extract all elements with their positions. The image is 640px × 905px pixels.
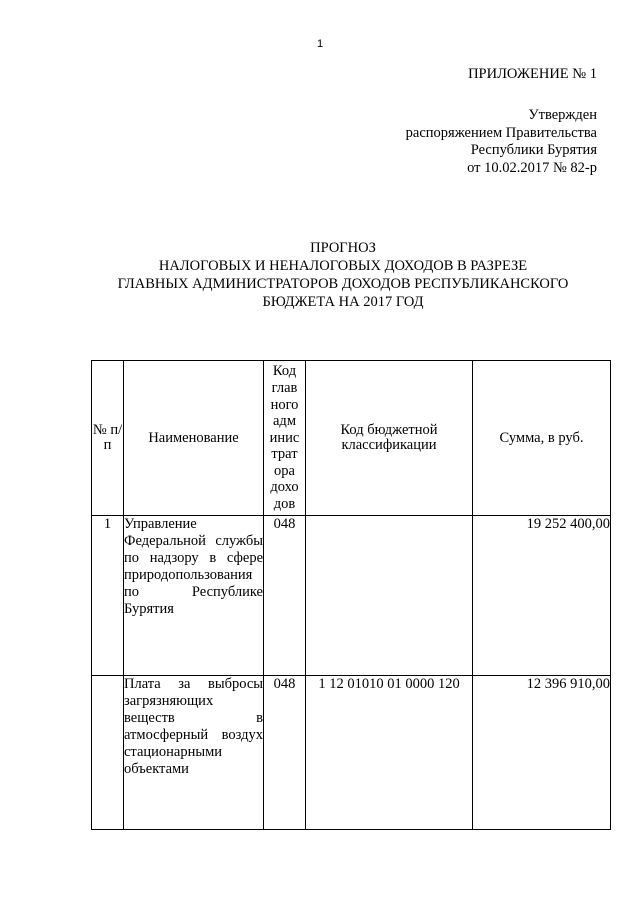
title-line-2: НАЛОГОВЫХ И НЕНАЛОГОВЫХ ДОХОДОВ В РАЗРЕЗЕ (158, 258, 528, 274)
title-line-3: ГЛАВНЫХ АДМИНИСТРАТОРОВ ДОХОДОВ РЕСПУБЛИКАНСКОГО (117, 276, 569, 292)
approval-line-4: от 10.02.2017 № 82-р (467, 159, 597, 176)
page-number: 1 (316, 38, 324, 50)
row-kbk (306, 516, 473, 676)
row-num (92, 676, 124, 830)
table-row (92, 516, 611, 676)
document-title (90, 239, 596, 311)
approval-line-1: Утвержден (528, 107, 597, 123)
header-kbk: Код бюджетной классификации (306, 361, 473, 516)
table-row (92, 676, 611, 830)
row-name: Плата за выбросы загрязняющих веществ в атмосферный воздух стационарными объектами (124, 676, 264, 830)
header-num: № п/п (92, 361, 124, 516)
header-admin-code: Код главного администратора доходов (264, 361, 306, 516)
title-line-4: БЮДЖЕТА НА 2017 ГОД (262, 294, 424, 310)
row-kbk: 1 12 01010 01 0000 120 (306, 676, 473, 830)
header-sum: Сумма, в руб. (473, 361, 611, 516)
table-header-row (92, 361, 611, 516)
row-name: Управление Федеральной службы по надзору в сфере природопользования по Республике Бурятия (124, 516, 264, 676)
row-sum: 19 252 400,00 (473, 516, 611, 676)
header-name: Наименование (124, 361, 264, 516)
appendix-label: ПРИЛОЖЕНИЕ № 1 (468, 66, 597, 82)
row-sum: 12 396 910,00 (473, 676, 611, 830)
revenue-table (91, 360, 611, 830)
row-num: 1 (92, 516, 124, 676)
approval-line-2: распоряжением Правительства (405, 124, 597, 141)
row-admin-code: 048 (264, 516, 306, 676)
title-line-1: ПРОГНОЗ (310, 240, 376, 256)
approval-line-3: Республики Бурятия (470, 142, 597, 158)
row-admin-code: 048 (264, 676, 306, 830)
approval-block (406, 107, 597, 177)
